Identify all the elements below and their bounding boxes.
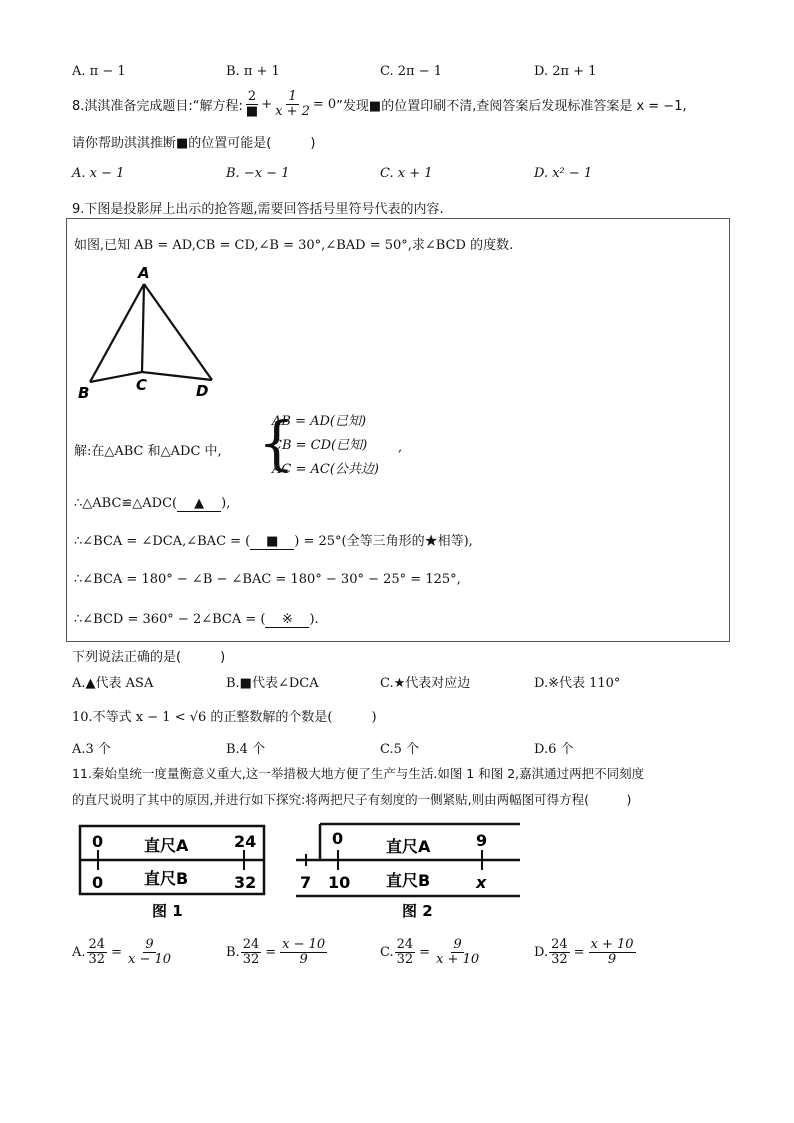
fig-label-b: B [78, 384, 90, 402]
q11-c-ln: 24 [396, 937, 414, 952]
q10-option-d: D.6 个 [534, 742, 574, 757]
q11-d-rn: x + 10 [590, 937, 634, 952]
fig2-bot-x: x [476, 873, 487, 892]
q9-line3: ∴∠BCA = 180° − ∠B − ∠BAC = 180° − 30° − 25° = 125°, [74, 572, 461, 587]
fig1-bot-0: 0 [92, 873, 104, 892]
fig2-top-9: 9 [476, 831, 488, 850]
q10-option-a: A.3 个 [72, 742, 111, 757]
q11-b-rn: x − 10 [282, 937, 326, 952]
q8-plus: + [261, 96, 273, 112]
q11-d-ln: 24 [551, 937, 568, 952]
q11-c-rn: 9 [453, 937, 462, 952]
fig2-top-0: 0 [332, 829, 344, 848]
q9-box-line1: 如图,已知 AB = AD,CB = CD,∠B = 30°,∠BAD = 50°,求∠BCD 的度数. [74, 238, 514, 253]
q9-brace: { [258, 409, 295, 477]
fig2-caption: 图 2 [402, 902, 433, 920]
q11-line1: 11.秦始皇统一度量衡意义重大,这一举措极大地方便了生产与生活.如图 1 和图 2,嘉淇通过两把不同刻度 [72, 766, 645, 781]
fig-label-d: D [196, 382, 209, 400]
q8-stem [72, 90, 687, 118]
fig-line-ab [90, 284, 144, 382]
q7-option-c: C. 2π − 1 [380, 64, 442, 79]
q9-option-b: B.■代表∠DCA [226, 676, 319, 691]
fig-line-ad [144, 284, 212, 380]
q10-stem: 10.不等式 x − 1 < √6 的正整数解的个数是( ) [72, 710, 377, 725]
fig1-bot-label: 直尺B [144, 869, 189, 888]
q8-fraction-1 [244, 90, 260, 118]
q11-a-rd: x − 10 [127, 951, 172, 967]
fig-line-bc [90, 372, 142, 382]
q11-option-c: C. $\frac{24}{32}$ = $\frac{9}{x + 10}$ [380, 937, 480, 967]
fig-line-ac [142, 284, 144, 372]
fig1-top-label: 直尺A [144, 836, 189, 855]
q11-a-ln: 24 [88, 937, 106, 952]
q8-stem-pre: 8.淇淇准备完成题目:“解方程: [72, 98, 243, 114]
q9-line2 [74, 530, 473, 550]
q8-frac2-num: 1 [288, 89, 297, 104]
q9-stem: 9.下图是投影屏上出示的抢答题,需要回答括号里符号代表的内容. [72, 202, 444, 217]
q11-b-ln: 24 [242, 937, 260, 952]
q11-option-d: D. $\frac{24}{32}$ = $\frac{x + 10}{9}$ [534, 937, 634, 967]
q11-b-rd: 9 [299, 951, 308, 967]
q7-option-a: A. π − 1 [72, 64, 126, 79]
q11-d-label: D. [534, 944, 549, 960]
fig1-bot-32: 32 [234, 873, 257, 892]
q8-eq: = 0 [312, 96, 337, 112]
q11-b-label: B. [226, 944, 240, 960]
fig1-top-0: 0 [92, 832, 104, 851]
q8-option-b: B. −x − 1 [226, 166, 290, 181]
q9-blank-ref: ※ [265, 612, 309, 628]
q9-system [272, 410, 379, 482]
q9-l1-post: ), [221, 496, 231, 511]
q8-frac1-num: 2 [247, 89, 257, 104]
q8-option-a: A. x − 1 [72, 166, 125, 181]
q9-l2-post: ) = 25°(全等三角形的★相等), [294, 534, 473, 549]
q9-line4 [74, 612, 319, 628]
q9-figure [76, 262, 226, 402]
q7-option-d: D. 2π + 1 [534, 64, 597, 79]
fig-label-a: A [138, 264, 150, 282]
q7-option-b: B. π + 1 [226, 64, 280, 79]
q8-option-d: D. x² − 1 [534, 166, 593, 181]
q8-fraction-2 [273, 90, 312, 118]
q9-l4-pre: ∴∠BCD = 360° − 2∠BCA = ( [74, 612, 266, 627]
q10-option-b: B.4 个 [226, 742, 266, 757]
q9-l4-post: ). [309, 612, 319, 627]
q8-stem-post: ”发现■的位置印刷不清,查阅答案后发现标准答案是 x = −1, [336, 98, 687, 114]
q9-option-a: A.▲代表 ASA [72, 676, 154, 691]
fig2-top-label: 直尺A [386, 837, 431, 856]
q9-l1-pre: ∴△ABC≌△ADC( [74, 496, 178, 511]
q11-option-b: B. $\frac{24}{32}$ = $\frac{x - 10}{9}$ [226, 937, 326, 967]
fig-label-c: C [136, 376, 148, 394]
fig1-top-24: 24 [234, 832, 257, 851]
q10-option-c: C.5 个 [380, 742, 420, 757]
q11-a-ld: 32 [88, 951, 106, 967]
q11-a-rn: 9 [145, 937, 154, 952]
q9-option-c: C.★代表对应边 [380, 676, 471, 691]
q11-d-rd: 9 [607, 951, 617, 967]
q8-frac2-den: x + 2 [275, 103, 310, 119]
q11-figure-2 [296, 818, 526, 922]
q9-line1 [74, 496, 230, 512]
fig2-bot-7: 7 [300, 873, 312, 892]
fig2-bot-10: 10 [328, 873, 351, 892]
q9-sys-line3: AC = AC(公共边) [272, 462, 379, 477]
q9-sys-comma: , [398, 440, 403, 455]
q9-option-d: D.※代表 110° [534, 676, 621, 691]
fig1-caption: 图 1 [152, 902, 183, 920]
q11-d-ld: 32 [551, 951, 568, 967]
q11-option-a: A. $\frac{24}{32}$ = $\frac{9}{x - 10}$ [72, 937, 172, 967]
q8-option-c: C. x + 1 [380, 166, 433, 181]
q9-after: 下列说法正确的是( ) [72, 650, 226, 665]
fig2-bot-label: 直尺B [386, 871, 431, 890]
q11-c-ld: 32 [396, 951, 414, 967]
q11-line2: 的直尺说明了其中的原因,并进行如下探究:将两把尺子有刻度的一侧紧贴,则由两幅图可得方程( ) [72, 792, 632, 807]
q9-blank-triangle: ▲ [177, 496, 221, 512]
q11-c-rd: x + 10 [436, 951, 480, 967]
q11-b-ld: 32 [242, 951, 260, 967]
q9-l2-pre: ∴∠BCA = ∠DCA,∠BAC = ( [74, 534, 251, 549]
q9-blank-square: ■ [250, 534, 294, 550]
q9-sys-line2: CB = CD(已知) [272, 438, 368, 453]
q9-solution-pre: 解:在△ABC 和△ADC 中, [74, 444, 222, 459]
q8-stem-line2: 请你帮助淇淇推断■的位置可能是( ) [72, 136, 316, 151]
q11-a-label: A. [72, 944, 86, 960]
q9-sys-line1: AB = AD(已知) [272, 414, 367, 429]
q11-c-label: C. [380, 944, 394, 960]
q8-frac1-den: ■ [245, 103, 259, 119]
fig-line-cd [142, 372, 212, 380]
q11-figure-1 [78, 822, 278, 922]
